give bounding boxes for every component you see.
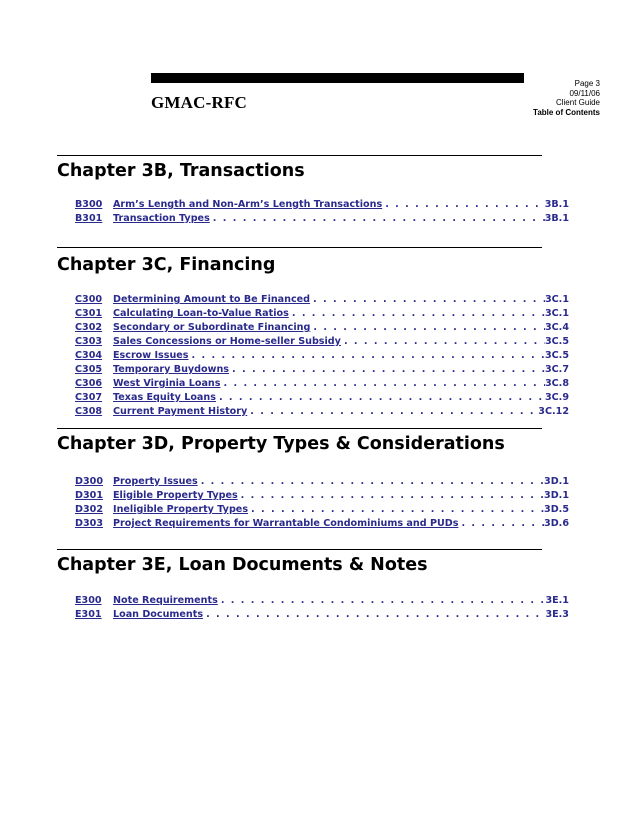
toc-title[interactable]: Arm’s Length and Non-Arm’s Length Transactions [113, 199, 383, 210]
page-date: 09/11/06 [569, 88, 600, 98]
toc-page[interactable]: 3C.9 [544, 392, 569, 403]
toc-entry[interactable] [75, 213, 569, 227]
dot-leader [229, 364, 545, 375]
toc-title[interactable]: Texas Equity Loans [113, 392, 216, 403]
dot-leader [289, 308, 545, 319]
toc-code[interactable]: C306 [75, 378, 103, 389]
toc-title[interactable]: Ineligible Property Types [113, 504, 249, 515]
toc-code[interactable]: B301 [75, 213, 103, 224]
dot-leader [382, 199, 545, 210]
toc-page[interactable]: 3D.1 [544, 490, 569, 501]
toc-title[interactable]: West Virginia Loans [113, 378, 221, 389]
toc-title[interactable]: Transaction Types [113, 213, 210, 224]
toc-code[interactable]: D300 [75, 476, 103, 487]
toc-list [75, 476, 569, 532]
toc-entry[interactable] [75, 392, 569, 406]
toc-title[interactable]: Determining Amount to Be Financed [113, 294, 311, 305]
toc-entry[interactable] [75, 336, 569, 350]
toc-code[interactable]: E300 [75, 595, 102, 606]
chapter-divider [57, 155, 542, 156]
toc-page[interactable]: 3B.1 [544, 213, 569, 224]
toc-title[interactable]: Secondary or Subordinate Financing [113, 322, 311, 333]
toc-title[interactable]: Temporary Buydowns [113, 364, 230, 375]
dot-leader [341, 336, 545, 347]
toc-title[interactable]: Loan Documents [113, 609, 204, 620]
toc-page[interactable]: 3C.7 [544, 364, 569, 375]
dot-leader [210, 213, 545, 224]
dot-leader [198, 476, 544, 487]
toc-entry[interactable] [75, 294, 569, 308]
toc-page[interactable]: 3C.1 [544, 308, 569, 319]
toc-page[interactable]: 3D.6 [544, 518, 569, 529]
toc-entry[interactable] [75, 476, 569, 490]
toc-entry[interactable] [75, 490, 569, 504]
chapter-title: Chapter 3E, Loan Documents & Notes [57, 555, 428, 575]
toc-code[interactable]: D301 [75, 490, 103, 501]
page-number: Page 3 [574, 79, 600, 88]
toc-code[interactable]: D302 [75, 504, 103, 515]
toc-title[interactable]: Eligible Property Types [113, 490, 238, 501]
header-bar [151, 73, 524, 83]
toc-page[interactable]: 3E.1 [545, 595, 569, 606]
toc-page[interactable]: 3C.12 [538, 406, 569, 417]
chapter-title: Chapter 3B, Transactions [57, 161, 305, 181]
dot-leader [220, 378, 544, 389]
toc-title[interactable]: Note Requirements [113, 595, 218, 606]
toc-entry[interactable] [75, 350, 569, 364]
toc-title[interactable]: Sales Concessions or Home-seller Subsidy [113, 336, 341, 347]
toc-entry[interactable] [75, 199, 569, 213]
toc-entry[interactable] [75, 406, 569, 420]
toc-code[interactable]: C301 [75, 308, 103, 319]
toc-code[interactable]: C305 [75, 364, 103, 375]
toc-title[interactable]: Escrow Issues [113, 350, 189, 361]
dot-leader [216, 392, 545, 403]
toc-page[interactable]: 3C.4 [544, 322, 569, 333]
toc-code[interactable]: C304 [75, 350, 103, 361]
page-info [533, 79, 600, 117]
toc-title[interactable]: Current Payment History [113, 406, 248, 417]
toc-code[interactable]: D303 [75, 518, 103, 529]
toc-page[interactable]: 3C.8 [544, 378, 569, 389]
toc-page[interactable]: 3E.3 [545, 609, 569, 620]
chapter-divider [57, 428, 542, 429]
toc-code[interactable]: C303 [75, 336, 103, 347]
toc-code[interactable]: E301 [75, 609, 102, 620]
dot-leader [247, 406, 538, 417]
toc-title[interactable]: Calculating Loan-to-Value Ratios [113, 308, 289, 319]
dot-leader [310, 294, 545, 305]
toc-entry[interactable] [75, 308, 569, 322]
toc-code[interactable]: C307 [75, 392, 103, 403]
guide-name: Client Guide [555, 98, 600, 107]
dot-leader [189, 350, 545, 361]
toc-page[interactable]: 3C.5 [544, 350, 569, 361]
toc-page[interactable]: 3D.1 [544, 476, 569, 487]
dot-leader [310, 322, 545, 333]
toc-page[interactable]: 3D.5 [544, 504, 569, 515]
chapter-divider [57, 549, 542, 550]
toc-code[interactable]: B300 [75, 199, 103, 210]
toc-title[interactable]: Project Requirements for Warrantable Condominiums and PUDs [113, 518, 459, 529]
dot-leader [458, 518, 544, 529]
chapter-title: Chapter 3C, Financing [57, 255, 276, 275]
toc-list [75, 199, 569, 227]
toc-entry[interactable] [75, 364, 569, 378]
toc-list [75, 595, 569, 623]
toc-title[interactable]: Property Issues [113, 476, 198, 487]
chapter-title: Chapter 3D, Property Types & Considerations [57, 434, 505, 454]
toc-entry[interactable] [75, 378, 569, 392]
toc-page[interactable]: 3B.1 [544, 199, 569, 210]
dot-leader [238, 490, 544, 501]
toc-code[interactable]: C308 [75, 406, 103, 417]
toc-code[interactable]: C300 [75, 294, 103, 305]
toc-entry[interactable] [75, 504, 569, 518]
dot-leader [203, 609, 545, 620]
toc-entry[interactable] [75, 322, 569, 336]
toc-entry[interactable] [75, 595, 569, 609]
toc-entry[interactable] [75, 518, 569, 532]
dot-leader [218, 595, 546, 606]
brand-name: GMAC-RFC [151, 93, 248, 112]
toc-code[interactable]: C302 [75, 322, 103, 333]
toc-page[interactable]: 3C.1 [544, 294, 569, 305]
toc-page[interactable]: 3C.5 [544, 336, 569, 347]
chapter-divider [57, 247, 542, 248]
toc-entry[interactable] [75, 609, 569, 623]
dot-leader [248, 504, 544, 515]
section-name: Table of Contents [533, 107, 600, 117]
toc-list [75, 294, 569, 420]
